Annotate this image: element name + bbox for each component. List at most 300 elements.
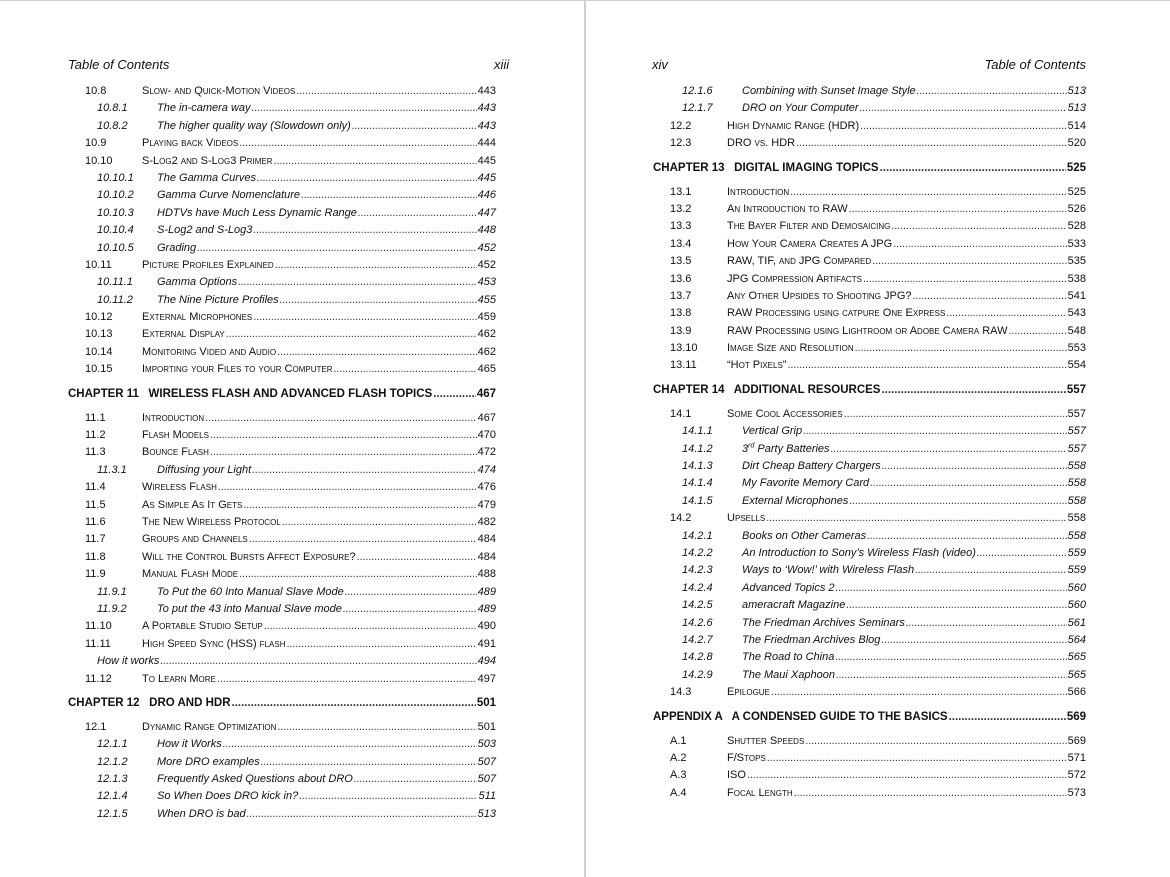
toc-subsection-entry [653,83,1086,100]
toc-entry-number: 10.11 [85,258,112,271]
toc-entry-page: 557 [1067,407,1086,420]
dot-leader [836,667,1067,684]
toc-entry-number: 10.8.2 [97,119,128,132]
toc-entry-number: 11.12 [85,672,112,685]
toc-entry-number: 14.1.4 [682,477,713,490]
toc-subsection-entry [653,597,1086,614]
toc-entry-title: An Introduction to RAW [727,202,848,215]
toc-entry-page: 573 [1067,786,1086,799]
toc-section-entry [68,410,496,427]
toc-entry-title: Manual Flash Mode [142,568,239,581]
toc-entry-title: External Microphones [142,311,253,324]
toc-entry-title: Books on Other Cameras [742,529,867,542]
dot-leader [274,153,477,170]
toc-entry-page: 501 [477,720,496,733]
toc-section-entry [653,118,1086,135]
toc-entry-page: 559 [1067,546,1086,559]
toc-entry-number: 11.3 [85,446,106,459]
toc-entry-number: 14.2.9 [682,668,713,681]
dot-leader [345,584,477,601]
toc-entry-title: S-Log2 and S-Log3 [157,224,253,237]
toc-entry-title: CHAPTER 14 ADDITIONAL RESOURCES [653,383,881,396]
toc-entry-number: 14.1.3 [682,460,713,473]
toc-entry-page: 514 [1067,119,1086,132]
toc-entry-title: Will the Control Bursts Affect Exposure? [142,550,356,563]
dot-leader [805,733,1066,750]
toc-entry-title: My Favorite Memory Card [742,477,870,490]
toc-entry-number: 11.9.2 [97,602,127,615]
dot-leader [243,497,476,514]
toc-entry-page: 443 [477,85,496,97]
toc-entry-number: 14.2.8 [682,651,713,664]
toc-entry-page: 526 [1067,202,1086,215]
toc-entry-title: The Gamma Curves [157,171,257,184]
toc-entry-page: 513 [477,807,496,820]
toc-entry-page: 533 [1067,237,1086,250]
toc-entry-number: 14.3 [670,686,692,699]
toc-section-entry [653,510,1086,527]
toc-entry-page: 489 [477,602,496,615]
dot-leader [844,406,1067,423]
toc-entry-page: 558 [1067,460,1086,473]
toc-subsection-entry [653,545,1086,562]
toc-chapter-entry [653,160,1086,178]
toc-entry-title: Shutter Speeds [727,734,805,747]
dot-leader [949,709,1066,726]
dot-leader [218,479,477,496]
toc-entry-number: A.2 [670,751,687,764]
toc-entry-number: 12.1.1 [97,738,128,751]
toc-entry-title: The Road to China [742,651,835,664]
toc-entry-number: 14.2.6 [682,616,713,629]
toc-entry-number: 11.5 [85,498,106,511]
toc-entry-page: 548 [1067,324,1086,337]
dot-leader [257,170,477,187]
dot-leader [232,695,476,712]
toc-entry-title: High Dynamic Range (HDR) [727,119,860,132]
toc-subsection-entry [68,222,496,239]
toc-entry-page: 557 [1066,383,1086,396]
toc-section-entry [68,326,496,343]
toc-section-entry [653,253,1086,270]
dot-leader [280,292,477,309]
toc-subsection-entry [653,100,1086,117]
toc-entry-number: 14.2 [670,512,692,525]
toc-entry-title: ISO [727,769,746,782]
toc-entry-title: The higher quality way (Slowdown only) [157,119,351,132]
toc-entry-page: 470 [477,429,496,442]
toc-entry-title: APPENDIX A A CONDENSED GUIDE TO THE BASICS [653,710,948,723]
toc-entry-title: DRO on Your Computer [742,102,859,115]
dot-leader [766,510,1066,527]
toc-section-entry [653,684,1086,701]
toc-entry-number: 14.1 [670,407,692,420]
toc-entry-number: 13.9 [670,324,692,337]
toc-section-entry [653,767,1086,784]
toc-entry-title: Gamma Options [157,276,238,289]
dot-leader [264,618,477,635]
toc-entry-page: 571 [1067,751,1086,764]
toc-entry-page: 459 [477,311,496,324]
dot-leader [252,100,477,117]
toc-entry-page: 465 [477,363,496,376]
toc-entry-number: 14.2.3 [682,564,713,577]
toc-subsection-entry [653,667,1086,684]
toc-chapter-entry [68,386,496,404]
toc-section-entry [68,653,496,670]
toc-section-entry [68,135,496,152]
dot-leader [238,274,477,291]
dot-leader [282,514,477,531]
toc-entry-title: CHAPTER 12 DRO AND HDR [68,696,231,709]
toc-list [653,83,1086,802]
dot-leader [913,288,1067,305]
toc-entry-page: 566 [1067,686,1086,699]
toc-entry-page: 560 [1067,599,1086,612]
toc-subsection-entry [653,441,1086,458]
toc-entry-title: The Friedman Archives Seminars [742,616,905,629]
toc-subsection-entry [68,788,496,805]
dot-leader [846,597,1066,614]
dot-leader [205,410,476,427]
dot-leader [835,649,1066,666]
toc-entry-title: An Introduction to Sony’s Wireless Flash (video) [742,546,976,559]
toc-entry-page: 513 [1067,102,1086,115]
toc-entry-title: RAW Processing using catpure One Express [727,307,946,320]
toc-entry-title: Diffusing your Light [157,463,252,476]
toc-entry-number: A.1 [670,734,687,747]
page-number: xiv [652,57,668,72]
toc-subsection-entry [68,100,496,117]
dot-leader [301,187,477,204]
toc-section-entry [653,750,1086,767]
toc-entry-number: 11.3.1 [97,463,127,476]
toc-entry-title: As Simple As It Gets [142,498,243,511]
toc-entry-number: 10.10.2 [97,189,134,202]
toc-section-entry [68,153,496,170]
toc-entry-number: 10.10 [85,154,113,167]
toc-entry-page: 565 [1067,668,1086,681]
toc-entry-page: 528 [1067,220,1086,233]
dot-leader [299,788,477,805]
toc-entry-number: 12.1.5 [97,807,128,820]
dot-leader [217,671,477,688]
toc-entry-page: 453 [477,276,496,289]
toc-section-entry [653,323,1086,340]
toc-subsection-entry [653,493,1086,510]
toc-section-entry [68,479,496,496]
toc-entry-number: A.4 [670,786,687,799]
toc-entry-title: RAW Processing using Lightroom or Adobe Camera RAW [727,324,1008,337]
dot-leader [343,601,477,618]
toc-entry-number: 10.10.4 [97,224,134,237]
dot-leader [880,160,1066,177]
toc-entry-number: 10.11.1 [97,276,133,289]
toc-subsection-entry [653,475,1086,492]
toc-entry-page: 541 [1067,289,1086,302]
toc-entry-title: Focal Length [727,786,793,799]
toc-subsection-entry [653,562,1086,579]
toc-entry-page: 472 [477,446,496,459]
toc-subsection-entry [68,240,496,257]
toc-entry-number: 13.7 [670,289,692,302]
toc-entry-number: 11.9 [85,568,106,581]
toc-entry-number: 12.1.4 [97,790,128,803]
toc-section-entry [68,309,496,326]
toc-entry-page: 554 [1067,359,1086,372]
dot-leader [352,118,477,135]
toc-subsection-entry [68,736,496,753]
toc-section-entry [68,514,496,531]
toc-entry-number: 10.10.5 [97,241,134,254]
toc-entry-number: 10.13 [85,328,113,341]
dot-leader [836,580,1067,597]
toc-section-entry [68,257,496,274]
dot-leader [860,100,1067,117]
toc-entry-number: 11.7 [85,533,106,546]
toc-entry-title: Monitoring Video and Audio [142,345,277,358]
toc-entry-page: 448 [477,224,496,237]
toc-section-entry [653,271,1086,288]
toc-subsection-entry [68,187,496,204]
toc-entry-page: 462 [477,328,496,341]
dot-leader [252,462,476,479]
toc-entry-title: JPG Compression Artifacts [727,272,862,285]
toc-entry-number: 11.1 [85,411,106,424]
dot-leader [767,750,1067,767]
toc-entry-title: Upsells [727,512,766,525]
dot-leader [794,785,1067,802]
toc-entry-page: 560 [1067,581,1086,594]
toc-entry-number: 10.10.3 [97,206,134,219]
toc-entry-page: 507 [477,755,496,768]
toc-section-entry [653,785,1086,802]
toc-entry-title: External Microphones [742,494,849,507]
toc-subsection-entry [68,292,496,309]
dot-leader [226,326,477,343]
toc-entry-title: The New Wireless Protocol [142,515,281,528]
toc-entry-number: 14.2.2 [682,546,713,559]
toc-entry-title: Introduction [142,411,205,424]
toc-entry-page: 467 [476,387,496,400]
toc-entry-number: 11.6 [85,515,106,528]
toc-entry-title: External Display [142,328,225,341]
toc-entry-page: 455 [477,293,496,306]
dot-leader [277,344,477,361]
toc-entry-page: 462 [477,345,496,358]
toc-subsection-entry [653,458,1086,475]
toc-entry-number: 12.1.2 [97,755,128,768]
toc-subsection-entry [68,754,496,771]
toc-entry-page: 553 [1067,342,1086,355]
dot-leader [253,222,476,239]
toc-entry-title: HDTVs have Much Less Dynamic Range [157,206,357,219]
toc-entry-title: Gamma Curve Nomenclature [157,189,301,202]
toc-entry-title: Grading [157,241,197,254]
toc-entry-number: 12.1.6 [682,85,713,97]
toc-entry-page: 558 [1067,494,1086,507]
toc-entry-page: 561 [1067,616,1086,629]
toc-entry-page: 569 [1067,734,1086,747]
toc-entry-number: 10.12 [85,311,113,324]
toc-entry-page: 557 [1067,442,1086,455]
toc-entry-page: 501 [476,696,496,709]
toc-entry-page: 490 [477,620,496,633]
toc-entry-page: 445 [477,171,496,184]
toc-entry-title: More DRO examples [157,755,260,768]
toc-section-entry [68,427,496,444]
toc-entry-title: Introduction [727,185,790,198]
toc-entry-number: 11.8 [85,550,106,563]
toc-subsection-entry [653,615,1086,632]
toc-entry-title: So When Does DRO kick in? [157,790,299,803]
toc-entry-page: 564 [1067,633,1086,646]
toc-subsection-entry [68,118,496,135]
toc-entry-title: CHAPTER 11 WIRELESS FLASH AND ADVANCED FLASH TOPICS [68,387,433,400]
toc-entry-page: 503 [477,738,496,751]
toc-entry-number: 10.8.1 [97,102,128,115]
toc-entry-number: 13.10 [670,342,698,355]
toc-entry-page: 565 [1067,651,1086,664]
toc-subsection-entry [68,462,496,479]
toc-entry-page: 535 [1067,255,1086,268]
toc-subsection-entry [68,205,496,222]
toc-entry-title: Importing your Files to your Computer [142,363,333,376]
toc-entry-number: 14.2.4 [682,581,713,594]
toc-entry-number: 14.1.1 [682,425,713,438]
toc-section-entry [653,201,1086,218]
toc-entry-page: 525 [1067,185,1086,198]
dot-leader [261,754,477,771]
toc-subsection-entry [653,649,1086,666]
toc-section-entry [68,83,496,100]
dot-leader [946,305,1066,322]
toc-entry-number: 13.5 [670,255,692,268]
toc-entry-number: 14.1.5 [682,494,713,507]
toc-entry-number: 12.1.3 [97,773,128,786]
toc-entry-number: A.3 [670,769,687,782]
toc-entry-number: 14.2.1 [682,529,713,542]
toc-entry-number: 10.11.2 [97,293,133,306]
toc-entry-number: 11.4 [85,481,106,494]
toc-entry-title: Advanced Topics 2 [742,581,835,594]
dot-leader [275,257,477,274]
running-title: Table of Contents [984,57,1086,72]
toc-entry-title: Dynamic Range Optimization [142,720,277,733]
toc-subsection-entry [68,601,496,618]
toc-chapter-entry [653,709,1086,727]
dot-leader [239,135,476,152]
dot-leader [917,83,1067,100]
toc-entry-number: 12.3 [670,137,692,150]
dot-leader [803,423,1067,440]
toc-entry-number: 11.9.1 [97,585,127,598]
toc-entry-page: 543 [1067,307,1086,320]
toc-entry-number: 10.14 [85,345,113,358]
toc-entry-number: 13.1 [670,185,692,198]
toc-entry-title: “Hot Pixels” [727,359,787,372]
toc-section-entry [68,344,496,361]
toc-entry-title: Frequently Asked Questions about DRO [157,773,353,786]
toc-entry-title: The in-camera way [157,102,251,115]
toc-entry-title: When DRO is bad [157,807,246,820]
toc-entry-number: 14.2.5 [682,599,713,612]
dot-leader [872,253,1066,270]
toc-section-entry [653,340,1086,357]
dot-leader [915,562,1067,579]
toc-entry-title: Picture Profiles Explained [142,258,274,271]
toc-entry-title: How Your Camera Creates A JPG [727,237,893,250]
dot-leader [747,767,1067,784]
dot-leader [197,240,477,257]
toc-entry-title: DRO vs. HDR [727,137,796,150]
toc-entry-page: 443 [477,102,496,115]
toc-subsection-entry [653,423,1086,440]
toc-section-entry [653,218,1086,235]
dot-leader [787,357,1066,374]
dot-leader [160,653,476,670]
toc-entry-number: 13.11 [670,359,697,372]
dot-leader [771,684,1067,701]
toc-entry-number: 13.3 [670,220,692,233]
dot-leader [1009,323,1067,340]
toc-entry-page: 497 [477,672,496,685]
toc-entry-title: 3rd Party Batteries [742,441,830,455]
toc-entry-number: 12.1 [85,720,107,733]
toc-section-entry [68,566,496,583]
toc-subsection-entry [653,632,1086,649]
toc-entry-page: 444 [477,137,496,150]
toc-entry-page: 557 [1067,425,1086,438]
toc-section-entry [653,357,1086,374]
toc-entry-number: 13.2 [670,202,692,215]
toc-entry-title: To Put the 60 Into Manual Slave Mode [157,585,344,598]
toc-entry-title: How it Works [157,738,222,751]
toc-subsection-entry [68,170,496,187]
toc-section-entry [68,497,496,514]
toc-section-entry [653,135,1086,152]
toc-entry-title: How it works [97,655,160,668]
toc-subsection-entry [68,771,496,788]
toc-entry-page: 479 [477,498,496,511]
toc-entry-page: 494 [477,655,496,668]
toc-section-entry [68,361,496,378]
toc-entry-page: 482 [477,515,496,528]
toc-entry-page: 445 [477,154,496,167]
toc-entry-page: 507 [477,773,496,786]
toc-section-entry [653,406,1086,423]
toc-entry-page: 476 [477,481,496,494]
toc-entry-title: Playing back Videos [142,137,239,150]
dot-leader [882,458,1067,475]
dot-leader [860,118,1066,135]
dot-leader [867,528,1067,545]
toc-list [68,83,496,823]
toc-subsection-entry [653,580,1086,597]
toc-entry-number: 13.6 [670,272,692,285]
toc-entry-page: 488 [477,568,496,581]
toc-chapter-entry [68,695,496,713]
toc-entry-title: S-Log2 and S-Log3 Primer [142,154,273,167]
dot-leader [863,271,1067,288]
toc-entry-number: 10.10.1 [97,171,134,184]
toc-entry-page: 484 [477,550,496,563]
toc-entry-title: Some Cool Accessories [727,407,843,420]
toc-entry-title: Bounce Flash [142,446,209,459]
toc-entry-page: 558 [1067,477,1086,490]
toc-section-entry [68,549,496,566]
toc-entry-title: Dirt Cheap Battery Chargers [742,460,881,473]
